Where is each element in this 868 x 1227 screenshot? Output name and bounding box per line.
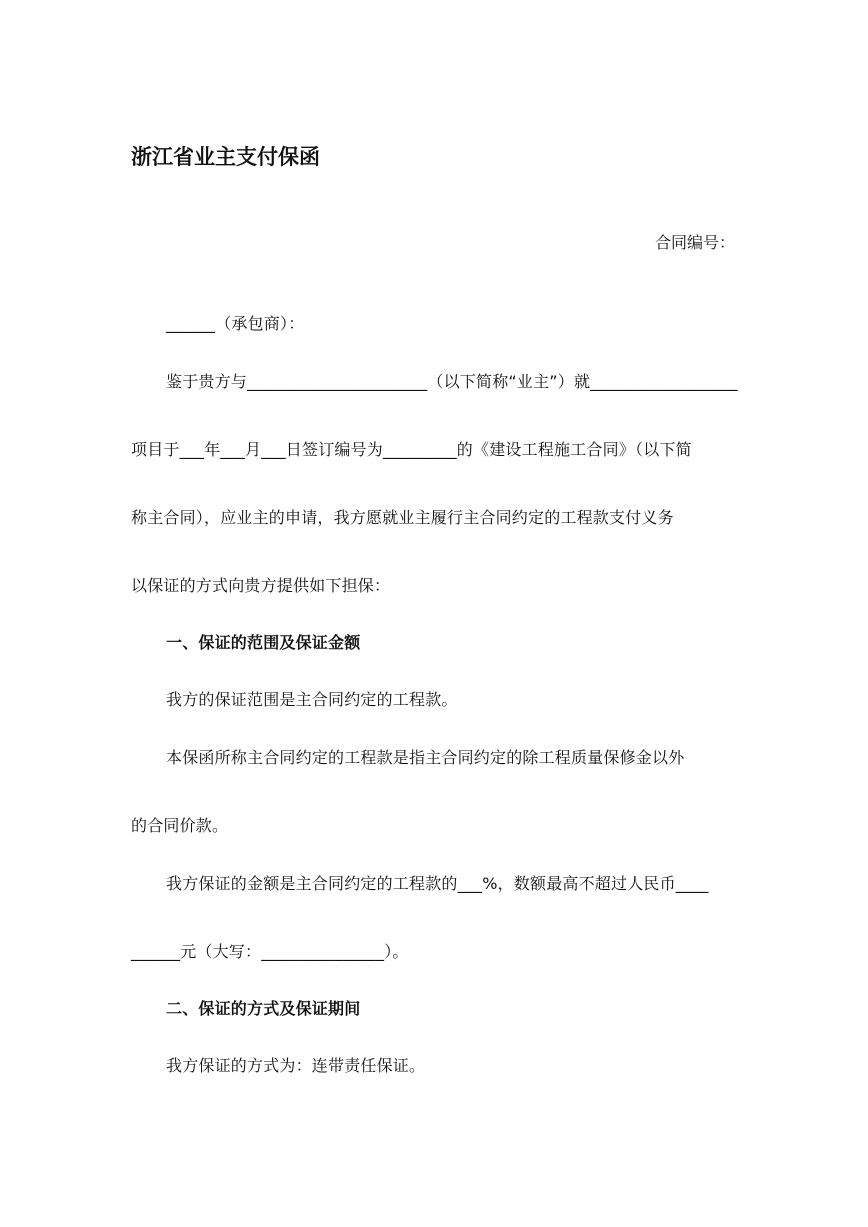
section-1-paragraph-2-line-2: 的合同价款。 — [131, 816, 229, 835]
contract-number-label: 合同编号： — [654, 233, 735, 252]
paragraph-1-line-1: 鉴于贵方与______________________（以下简称“业主”）就__________________ — [166, 372, 738, 391]
section-2-paragraph-1: 我方保证的方式为：连带责任保证。 — [166, 1056, 426, 1075]
paragraph-1-line-3: 称主合同），应业主的申请，我方愿就业主履行主合同约定的工程款支付义务 — [131, 508, 674, 527]
section-1-heading: 一、保证的范围及保证金额 — [166, 633, 361, 652]
addressee-line: ______（承包商）： — [166, 314, 305, 333]
paragraph-1-line-4: 以保证的方式向贵方提供如下担保： — [131, 576, 391, 595]
section-1-paragraph-3-line-1: 我方保证的金额是主合同约定的工程款的___%，数额最高不超过人民币____ — [166, 874, 709, 893]
section-1-paragraph-1: 我方的保证范围是主合同约定的工程款。 — [166, 690, 458, 709]
section-1-paragraph-3-line-2: ______元（大写：_______________）。 — [131, 942, 409, 961]
section-1-paragraph-2-line-1: 本保函所称主合同约定的工程款是指主合同约定的除工程质量保修金以外 — [166, 748, 685, 767]
document-title: 浙江省业主支付保函 — [131, 145, 320, 169]
paragraph-1-line-2: 项目于___年___月___日签订编号为_________的《建设工程施工合同》（以下简 — [131, 440, 692, 459]
section-2-heading: 二、保证的方式及保证期间 — [166, 999, 361, 1018]
